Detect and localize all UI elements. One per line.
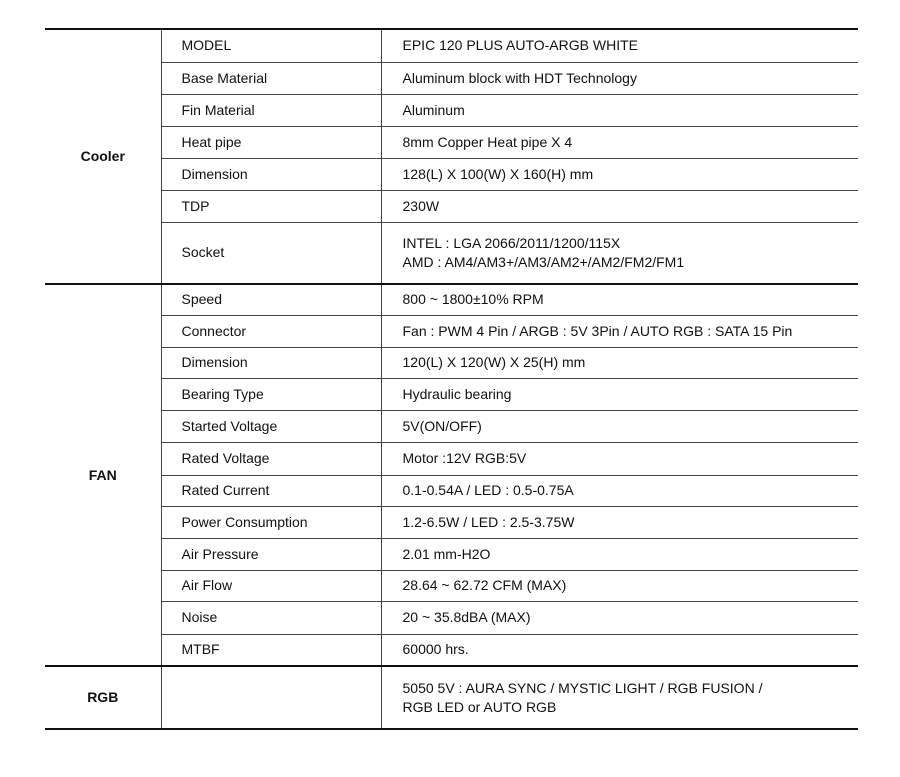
value-line: Aluminum	[402, 101, 465, 118]
value-line: Fan : PWM 4 Pin / ARGB : 5V 3Pin / AUTO RGB : SATA 15 Pin	[402, 322, 793, 339]
value-line: INTEL : LGA 2066/2011/1200/115X	[402, 234, 621, 251]
property-cell: Dimension	[161, 347, 381, 378]
property-cell: Rated Current	[161, 475, 381, 506]
property-cell: MODEL	[161, 29, 381, 62]
table-row	[45, 284, 858, 315]
value-cell	[381, 158, 858, 190]
table-row	[45, 29, 858, 62]
table-row	[45, 94, 858, 126]
value-cell	[381, 126, 858, 158]
property-cell: Base Material	[161, 62, 381, 94]
property-cell: Air Flow	[161, 570, 381, 601]
value-line: EPIC 120 PLUS AUTO-ARGB WHITE	[402, 37, 638, 54]
value-cell	[381, 634, 858, 666]
table-row	[45, 666, 858, 729]
table-row	[45, 634, 858, 666]
value-line: 60000 hrs.	[402, 641, 469, 658]
value-cell	[381, 538, 858, 570]
value-line: 128(L) X 100(W) X 160(H) mm	[402, 165, 594, 182]
table-row	[45, 410, 858, 442]
property-cell: Heat pipe	[161, 126, 381, 158]
category-cell: FAN	[45, 284, 161, 666]
value-line: Aluminum block with HDT Technology	[402, 69, 637, 86]
value-cell	[381, 666, 858, 729]
property-cell: MTBF	[161, 634, 381, 666]
table-row	[45, 190, 858, 222]
property-cell: Connector	[161, 315, 381, 347]
value-line: 800 ~ 1800±10% RPM	[402, 291, 544, 308]
property-cell: Rated Voltage	[161, 442, 381, 475]
property-cell: Bearing Type	[161, 378, 381, 410]
table-row	[45, 442, 858, 475]
property-cell: Fin Material	[161, 94, 381, 126]
table-row	[45, 62, 858, 94]
table-row	[45, 315, 858, 347]
table-row	[45, 538, 858, 570]
value-cell	[381, 506, 858, 538]
value-line: 5050 5V : AURA SYNC / MYSTIC LIGHT / RGB FUSION /	[402, 679, 763, 696]
value-line: 5V(ON/OFF)	[402, 417, 482, 434]
value-line: RGB LED or AUTO RGB	[402, 698, 557, 715]
value-cell	[381, 222, 858, 284]
property-cell: Socket	[161, 222, 381, 284]
value-line: 28.64 ~ 62.72 CFM (MAX)	[402, 577, 567, 593]
value-cell	[381, 601, 858, 634]
value-cell	[381, 315, 858, 347]
value-line: 1.2-6.5W / LED : 2.5-3.75W	[402, 513, 575, 530]
value-line: 2.01 mm-H2O	[402, 545, 491, 562]
spec-table-container	[45, 28, 858, 730]
table-row	[45, 506, 858, 538]
category-cell: RGB	[45, 666, 161, 729]
value-cell	[381, 284, 858, 315]
value-cell	[381, 29, 858, 62]
property-cell: Speed	[161, 284, 381, 315]
table-row	[45, 347, 858, 378]
table-row	[45, 126, 858, 158]
value-cell	[381, 410, 858, 442]
value-cell	[381, 378, 858, 410]
value-line: 8mm Copper Heat pipe X 4	[402, 133, 573, 150]
spec-table	[45, 28, 858, 730]
value-line: Motor :12V RGB:5V	[402, 450, 527, 466]
property-cell	[161, 666, 381, 729]
property-cell: TDP	[161, 190, 381, 222]
table-row	[45, 222, 858, 284]
value-line: 120(L) X 120(W) X 25(H) mm	[402, 354, 586, 370]
table-row	[45, 158, 858, 190]
table-row	[45, 570, 858, 601]
category-cell: Cooler	[45, 29, 161, 284]
value-cell	[381, 94, 858, 126]
table-row	[45, 475, 858, 506]
value-cell	[381, 442, 858, 475]
property-cell: Air Pressure	[161, 538, 381, 570]
value-line: 230W	[402, 197, 440, 214]
spec-table-body	[45, 29, 858, 729]
property-cell: Dimension	[161, 158, 381, 190]
value-line: 20 ~ 35.8dBA (MAX)	[402, 609, 531, 625]
value-line: Hydraulic bearing	[402, 385, 512, 402]
value-cell	[381, 347, 858, 378]
value-cell	[381, 62, 858, 94]
table-row	[45, 378, 858, 410]
property-cell: Noise	[161, 601, 381, 634]
property-cell: Started Voltage	[161, 410, 381, 442]
value-cell	[381, 570, 858, 601]
value-line: AMD : AM4/AM3+/AM3/AM2+/AM2/FM2/FM1	[402, 253, 685, 270]
table-row	[45, 601, 858, 634]
value-cell	[381, 475, 858, 506]
property-cell: Power Consumption	[161, 506, 381, 538]
value-line: 0.1-0.54A / LED : 0.5-0.75A	[402, 482, 574, 498]
value-cell	[381, 190, 858, 222]
